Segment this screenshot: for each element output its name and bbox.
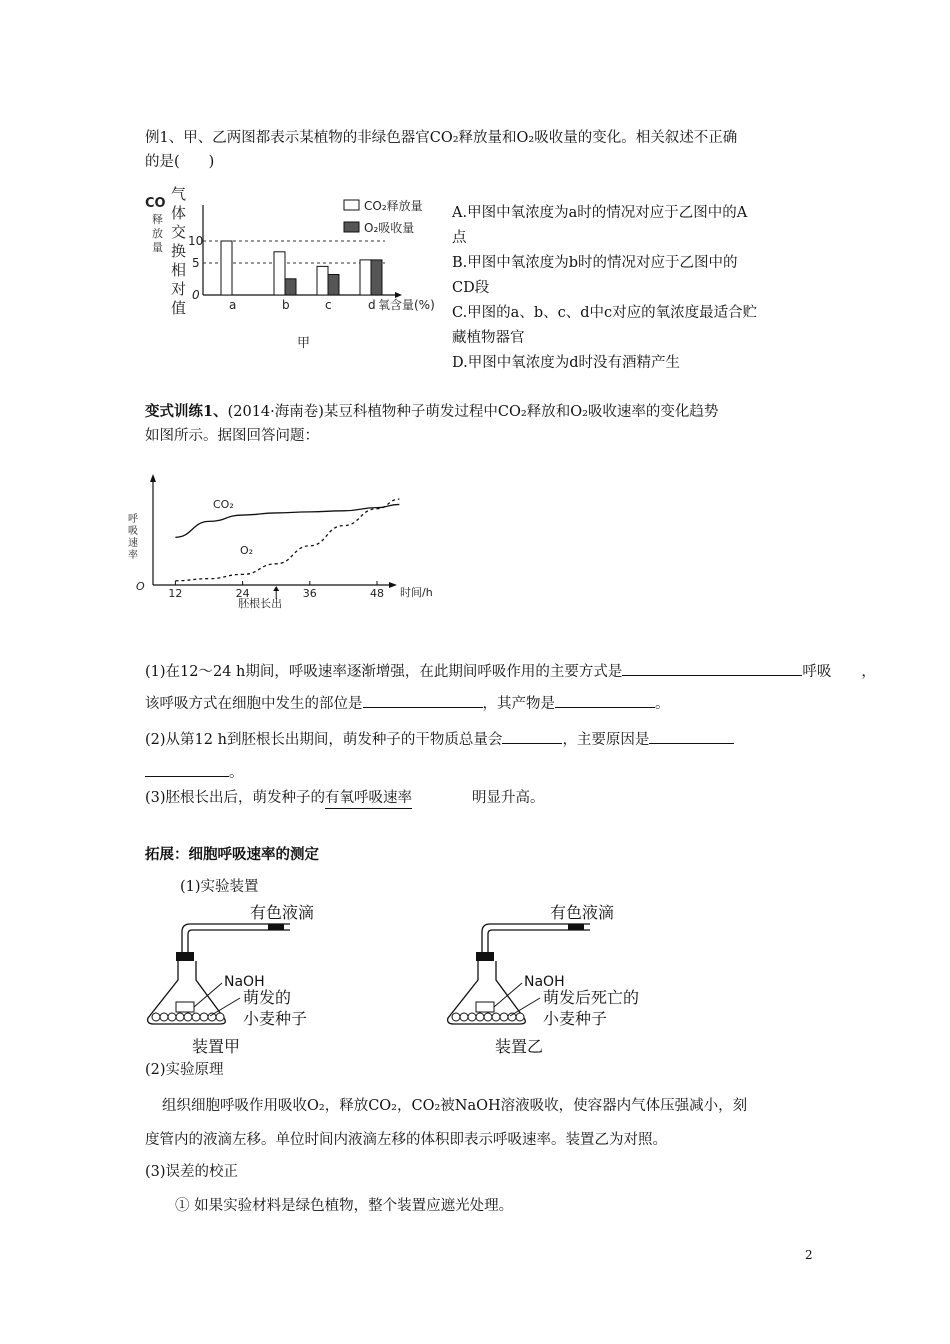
y-axis-title-char: 气 <box>171 185 187 203</box>
y-axis-label-char: 速 <box>128 538 138 549</box>
example1-line2: 的是( ) <box>145 154 215 170</box>
y-axis-title <box>171 185 186 317</box>
extension-title: 拓展：细胞呼吸速率的测定 <box>145 846 319 863</box>
chart-title: 甲 <box>297 336 311 351</box>
droplet-label: 有色液滴 <box>250 903 315 922</box>
example1-line1: 例1、甲、乙两图都表示某植物的非绿色器官CO₂释放量和O₂吸收量的变化。相关叙述不正确 <box>145 130 738 146</box>
bar-o2-d <box>371 260 382 295</box>
naoh-tube <box>476 1002 494 1012</box>
y-axis-title-char: 体 <box>171 204 187 222</box>
device-name: 装置乙 <box>495 1037 544 1056</box>
colored-droplet <box>568 924 584 930</box>
origin-label: 0 <box>192 288 200 302</box>
legend-o2-swatch <box>344 222 359 232</box>
naoh-label: NaOH <box>224 974 265 990</box>
annotation-label: 胚根长出 <box>238 597 283 610</box>
x-tick-a: a <box>229 298 237 312</box>
principle-line2: 度管内的液滴左移。单位时间内液滴左移的体积即表示呼吸速率。装置乙为对照。 <box>145 1132 667 1148</box>
y-axis-title-char: 值 <box>171 299 187 317</box>
x-tick-c: c <box>325 298 332 312</box>
flask-stopper <box>176 952 194 961</box>
option-b-2: CD段 <box>452 280 490 296</box>
naoh-tube <box>176 1002 194 1012</box>
x-tick-label: 24 <box>235 587 250 600</box>
option-c-2: 藏植物器官 <box>452 330 525 346</box>
o2-line <box>175 499 399 581</box>
bar-co2-c <box>317 266 328 295</box>
bar-o2-b <box>285 279 296 295</box>
page-number: 2 <box>805 1248 813 1262</box>
y-axis-label <box>128 513 138 561</box>
co2-line <box>175 504 399 537</box>
apparatus-jia <box>148 903 314 1056</box>
section-correction: (3)误差的校正 <box>145 1164 239 1180</box>
option-a-1: A.甲图中氧浓度为a时的情况对应于乙图中的A <box>452 205 748 221</box>
naoh-label: NaOH <box>524 974 565 990</box>
legend-o2-label: O₂吸收量 <box>364 221 415 235</box>
y-axis-title-char: 交 <box>171 223 187 241</box>
seed-label-2: 小麦种子 <box>243 1009 308 1028</box>
y-axis-label-char: 吸 <box>128 526 138 537</box>
apparatus-yi <box>448 903 639 1056</box>
option-b-1: B.甲图中氧浓度为b时的情况对应于乙图中的 <box>452 255 738 271</box>
principle-line1: 组织细胞呼吸作用吸收O₂，释放CO₂，CO₂被NaOH溶液吸收，使容器内气体压强减小，刻 <box>162 1098 748 1114</box>
question2-line2: 。 <box>145 763 244 783</box>
option-d: D.甲图中氧浓度为d时没有酒精产生 <box>452 355 680 371</box>
section-apparatus: (1)实验装置 <box>180 879 259 895</box>
x-tick-label: 12 <box>168 587 183 600</box>
section-principle: (2)实验原理 <box>145 1062 224 1078</box>
x-axis-label: 氧含量(%) <box>378 298 435 312</box>
bar-co2-b <box>274 252 285 295</box>
option-a-2: 点 <box>452 230 467 246</box>
apparatus-diagram <box>140 900 820 1060</box>
flask-stopper <box>476 952 494 961</box>
exercise1-line1: 变式训练1、(2014·海南卷)某豆科植物种子萌发过程中CO₂释放和O₂吸收速率的变化趋势 <box>145 403 719 420</box>
x-tick-b: b <box>282 298 290 312</box>
correction-1: ① 如果实验材料是绿色植物，整个装置应遮光处理。 <box>175 1198 514 1214</box>
seed-label-2: 小麦种子 <box>543 1009 608 1028</box>
y-tick-5: 5 <box>192 256 200 270</box>
question1-line2: 该呼吸方式在细胞中发生的部位是 ，其产物是 。 <box>145 696 670 712</box>
y-axis-label-char: 呼 <box>128 514 138 525</box>
question3: (3)胚根长出后，萌发种子的有氧呼吸速率 明显升高。 <box>145 788 545 809</box>
svg-text:放: 放 <box>152 227 163 240</box>
y-axis-label-side: 释 <box>152 213 163 226</box>
x-tick-label: 36 <box>302 587 317 600</box>
x-tick-d: d <box>368 298 376 312</box>
y-tick-10: 10 <box>188 234 204 248</box>
y-axis-title-char: 换 <box>171 242 187 260</box>
legend-co2-swatch <box>344 200 359 210</box>
question1-line1: (1)在12～24 h期间，呼吸速率逐渐增强，在此期间呼吸作用的主要方式是 呼吸 ， <box>145 664 876 680</box>
bar-chart-jia <box>140 185 450 355</box>
line-chart-respiration <box>118 470 468 610</box>
origin-label: O <box>136 580 145 593</box>
y-axis-title-char: 对 <box>171 280 187 298</box>
option-c-1: C.甲图的a、b、c、d中c对应的氧浓度最适合贮 <box>452 305 758 321</box>
seed-label-1: 萌发后死亡的 <box>543 988 640 1007</box>
y-axis-label-char: 率 <box>128 550 138 561</box>
seed-label-1: 萌发的 <box>243 988 292 1007</box>
droplet-label: 有色液滴 <box>550 903 615 922</box>
o2-series-label: O₂ <box>240 544 254 557</box>
bar-co2-d <box>360 260 371 295</box>
bar-o2-c <box>328 274 339 295</box>
question2-line1: (2)从第12 h到胚根长出期间，萌发种子的干物质总量会 ，主要原因是 <box>145 730 734 750</box>
colored-droplet <box>268 924 284 930</box>
y-axis-title-char: 相 <box>171 261 187 279</box>
x-tick-label: 48 <box>370 587 384 600</box>
legend-co2-label: CO₂释放量 <box>364 199 423 213</box>
device-name: 装置甲 <box>192 1037 241 1056</box>
exercise1-line2: 如图所示。据图回答问题： <box>145 428 319 444</box>
bar-co2-a <box>221 241 232 295</box>
svg-text:量: 量 <box>152 241 163 254</box>
x-axis-label: 时间/h <box>400 586 433 599</box>
co2-series-label: CO₂ <box>213 498 234 511</box>
y-axis-label: CO <box>145 196 166 211</box>
